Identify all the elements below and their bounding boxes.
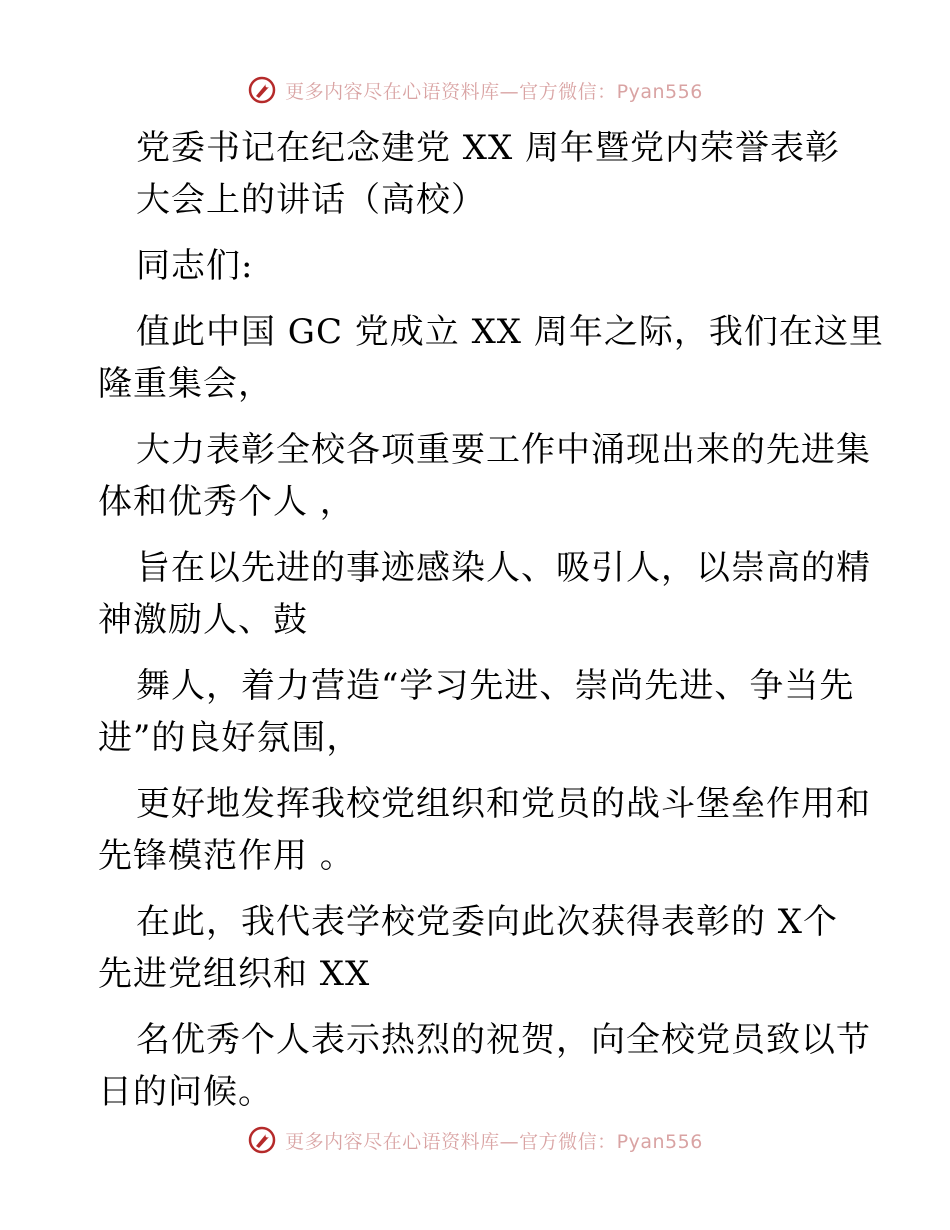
header-banner: [0, 70, 950, 110]
pen-logo-icon: [247, 75, 277, 105]
paragraph-2-line-1: 大力表彰全校各项重要工作中涌现出来的先进集: [136, 430, 871, 470]
paragraph-5-line-2: 先锋模范作用 。: [98, 836, 355, 876]
greeting: 同志们:: [136, 246, 254, 286]
document-body: [98, 122, 884, 1118]
header-banner-text: 更多内容尽在心语资料库—官方微信：Pyan556: [285, 80, 703, 103]
title-line-2: 大会上的讲话（高校）: [136, 180, 486, 220]
paragraph-1-line-2: 隆重集会，: [98, 364, 273, 404]
title-line-1: 党委书记在纪念建党 XX 周年暨党内荣誉表彰: [136, 128, 841, 168]
footer-banner-text: 更多内容尽在心语资料库—官方微信：Pyan556: [285, 1130, 703, 1153]
paragraph-7-line-1: 名优秀个人表示热烈的祝贺，向全校党员致以节: [136, 1020, 871, 1060]
paragraph-5-line-1: 更好地发挥我校党组织和党员的战斗堡垒作用和: [136, 784, 871, 824]
paragraph-6-line-2: 先进党组织和 XX: [98, 954, 371, 994]
paragraph-6-line-1: 在此，我代表学校党委向此次获得表彰的 X个: [136, 902, 839, 942]
paragraph-3-line-2: 神激励人、鼓: [98, 600, 308, 640]
paragraph-7-line-2: 日的问候。: [98, 1072, 273, 1112]
paragraph-4-line-1: 舞人，着力营造“学习先进、崇尚先进、争当先: [136, 666, 855, 706]
footer-banner: [0, 1120, 950, 1160]
paragraph-2-line-2: 体和优秀个人 ，: [98, 482, 355, 522]
paragraph-1-line-1: 值此中国 GC 党成立 XX 周年之际，我们在这里: [136, 312, 884, 352]
paragraph-4-line-2: 进”的良好氛围，: [98, 718, 362, 758]
pen-logo-icon: [247, 1125, 277, 1155]
paragraph-3-line-1: 旨在以先进的事迹感染人、吸引人，以崇高的精: [136, 548, 871, 588]
